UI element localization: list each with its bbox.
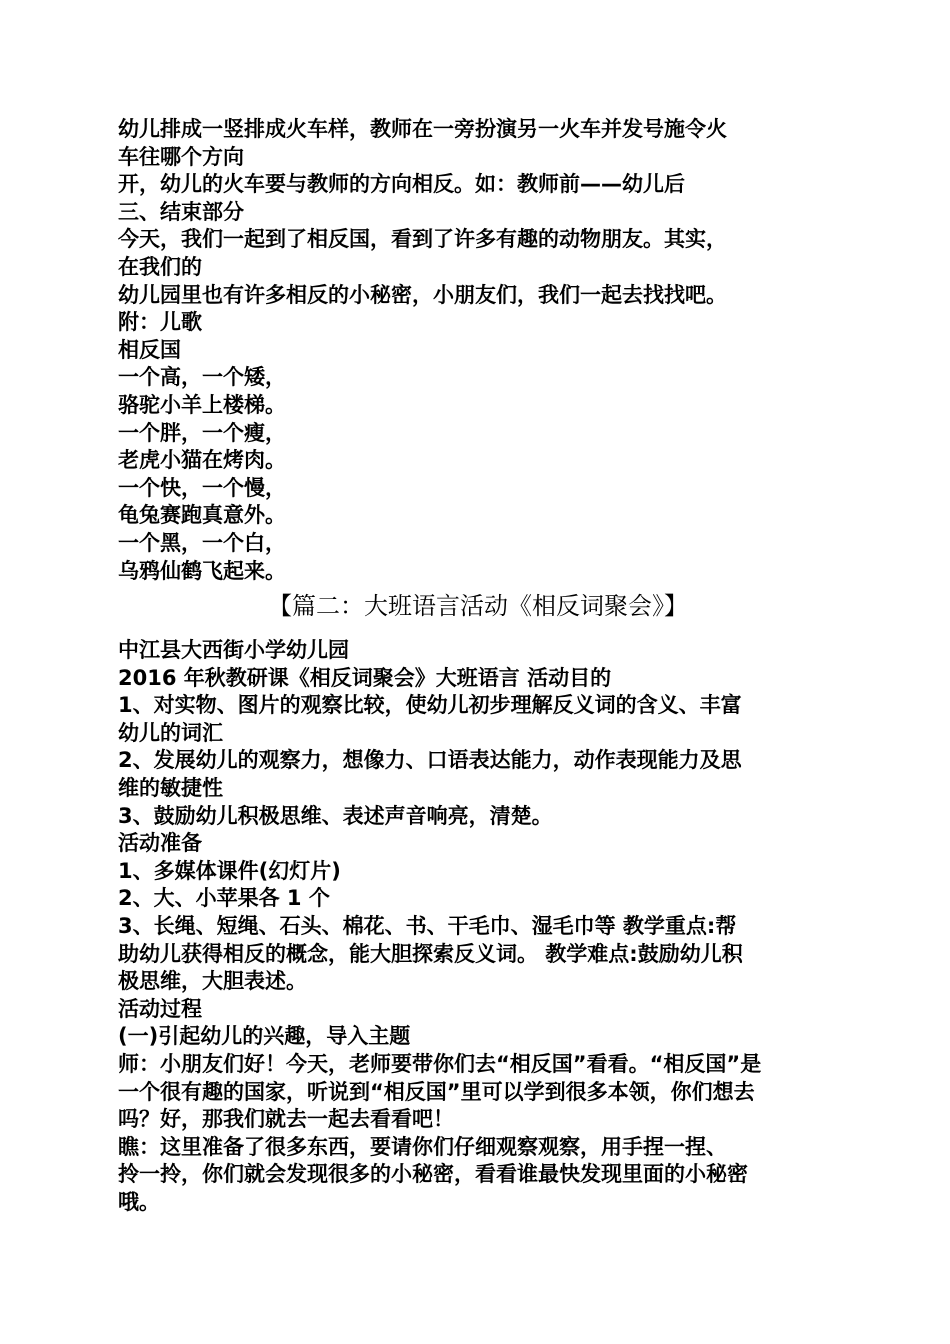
text-line: 车往哪个方向 — [118, 144, 244, 169]
poem-line: 一个高，一个矮， — [118, 365, 286, 390]
appendix-label: 附：儿歌 — [118, 310, 202, 335]
section-subheading: 活动准备 — [118, 831, 202, 856]
poem-line: 一个快，一个慢， — [118, 475, 286, 500]
text-line: 师：小朋友们好！今天，老师要带你们去“相反国”看看。“相反国”是 — [118, 1052, 762, 1076]
poem-line: 龟兔赛跑真意外。 — [118, 503, 286, 528]
text-line: 一个很有趣的国家，听说到“相反国”里可以学到很多本领，你们想去 — [118, 1079, 755, 1104]
section-heading: 【篇二：大班语言活动《相反词聚会》】 — [268, 592, 688, 621]
text-line: 1、对实物、图片的观察比较，使幼儿初步理解反义词的含义、丰富 — [118, 693, 742, 718]
text-line: 3、鼓励幼儿积极思维、表述声音响亮，清楚。 — [118, 803, 553, 828]
document-body — [118, 116, 838, 1217]
text-line: 助幼儿获得相反的概念，能大胆探索反义词。 教学难点:鼓励幼儿积 — [118, 941, 743, 966]
poem-line: 乌鸦仙鹤飞起来。 — [118, 558, 286, 583]
text-line: 开，幼儿的火车要与教师的方向相反。如：教师前——幼儿后 — [118, 172, 685, 197]
text-line: 在我们的 — [118, 254, 202, 279]
lesson-title: 2016 年秋教研课《相反词聚会》大班语言 活动目的 — [118, 665, 612, 690]
poem-line: 骆驼小羊上楼梯。 — [118, 392, 286, 417]
section-subheading: 三、结束部分 — [118, 199, 244, 224]
text-line: 哦。 — [118, 1189, 160, 1214]
text-line: (一)引起幼儿的兴趣，导入主题 — [118, 1024, 411, 1049]
text-line: 2、大、小苹果各 1 个 — [118, 886, 330, 911]
part2-block — [118, 637, 838, 1216]
text-line: 吗？好，那我们就去一起去看看吧！ — [118, 1107, 454, 1132]
text-line: 3、长绳、短绳、石头、棉花、书、干毛巾、湿毛巾等 教学重点:帮 — [118, 914, 737, 939]
text-line: 极思维，大胆表述。 — [118, 969, 307, 994]
text-line: 瞧：这里准备了很多东西，要请你们仔细观察观察，用手捏一捏、 — [118, 1134, 727, 1159]
section-subheading: 活动过程 — [118, 996, 202, 1021]
text-line: 幼儿的词汇 — [118, 720, 223, 745]
text-line: 维的敏捷性 — [118, 776, 223, 801]
school-name: 中江县大西街小学幼儿园 — [118, 638, 349, 663]
poem-line: 老虎小猫在烤肉。 — [118, 448, 286, 473]
part1-block — [118, 116, 838, 585]
text-line: 拎一拎，你们就会发现很多的小秘密，看看谁最快发现里面的小秘密 — [118, 1162, 748, 1187]
poem-line: 一个黑，一个白， — [118, 530, 286, 555]
text-line: 1、多媒体课件(幻灯片) — [118, 858, 341, 883]
text-line: 2、发展幼儿的观察力，想像力、口语表达能力，动作表现能力及思 — [118, 748, 742, 773]
poem-line: 一个胖，一个瘦， — [118, 420, 286, 445]
text-line: 幼儿排成一竖排成火车样，教师在一旁扮演另一火车并发号施令火 — [118, 117, 727, 141]
text-line: 今天，我们一起到了相反国，看到了许多有趣的动物朋友。其实， — [118, 227, 727, 252]
poem-title: 相反国 — [118, 337, 181, 362]
text-line: 幼儿园里也有许多相反的小秘密，小朋友们，我们一起去找找吧。 — [118, 282, 727, 307]
